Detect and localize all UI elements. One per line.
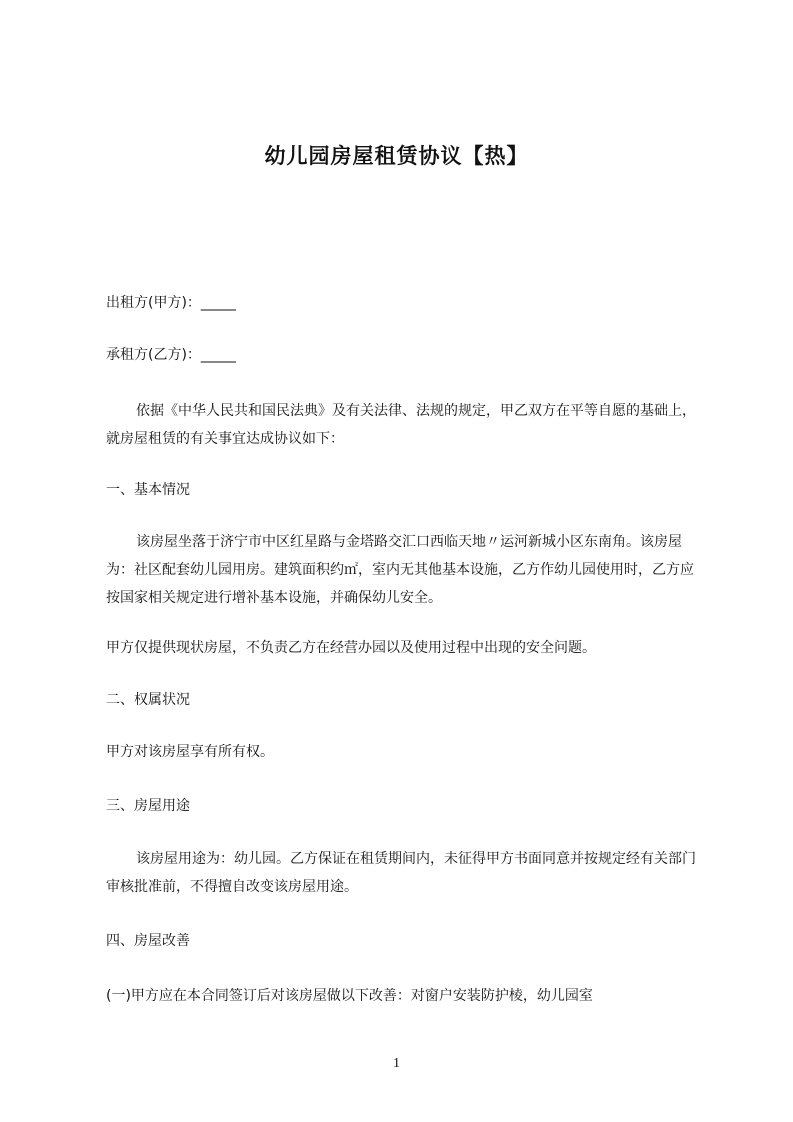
preamble-paragraph: 依据《中华人民共和国民法典》及有关法律、法规的规定，甲乙双方在平等自愿的基础上，就房屋租赁的有关事宜达成协议如下： (106, 403, 696, 447)
section-heading-3: 三、房屋用途 (106, 798, 190, 814)
section-heading-2: 二、权属状况 (106, 692, 190, 708)
safety-paragraph: 甲方仅提供现状房屋，不负责乙方在经营办园以及使用过程中出现的安全问题。 (106, 640, 596, 656)
improvement-paragraph: (一)甲方应在本合同签订后对该房屋做以下改善：对窗户安装防护棱，幼儿园室 (106, 988, 593, 1004)
ownership-paragraph: 甲方对该房屋享有所有权。 (106, 744, 274, 760)
lessee-line: 承租方(乙方)：_____ (106, 347, 236, 363)
usage-paragraph: 该房屋用途为：幼儿园。乙方保证在租赁期间内，未征得甲方书面同意并按规定经有关部门审核批准前，不得擅自改变该房屋用途。 (106, 851, 696, 895)
lessor-line: 出租方(甲方)：_____ (106, 295, 236, 311)
section-heading-4: 四、房屋改善 (106, 933, 190, 949)
document-title: 幼儿园房屋租赁协议【热】 (264, 144, 529, 168)
section-heading-1: 一、基本情况 (106, 482, 190, 498)
basic-info-paragraph: 该房屋坐落于济宁市中区红星路与金塔路交汇口西临天地〃运河新城小区东南角。该房屋为：社区配套幼儿园用房。建筑面积约㎡，室内无其他基本设施，乙方作幼儿园使用时，乙方应按国家相关规定进行增补基本设施，并确保幼儿安全。 (106, 534, 694, 606)
page-number: 1 (393, 1056, 400, 1071)
